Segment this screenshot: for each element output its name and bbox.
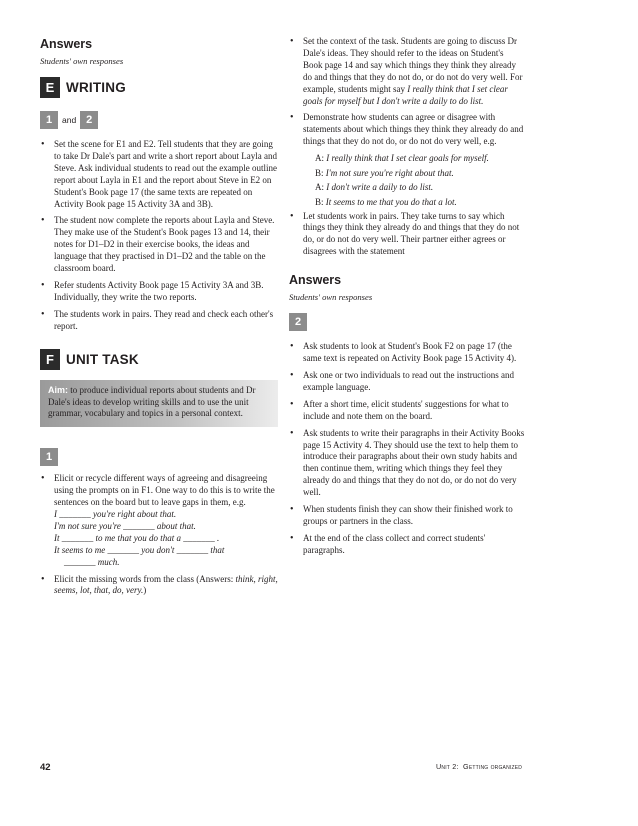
dialogue-text: I'm not sure you're right about that. <box>325 167 454 178</box>
answers-heading: Answers <box>289 273 342 288</box>
unit-title: Getting organized <box>463 762 523 771</box>
list-item: • After a short time, elicit students' suggestions for what to include and note them on the board. <box>289 399 525 423</box>
dialogue-text: It seems to me that you do that a lot. <box>325 196 457 207</box>
bullet-text: Demonstrate how students can agree or disagree with statements about which things they think they already do and things that they do not do, or do not do very well, e.g. <box>303 112 524 147</box>
speaker: A: <box>315 182 324 193</box>
section-e-title: WRITING <box>66 80 126 95</box>
example-sentence: I really think that I set clear goals for myself but I don't write a daily to do list. <box>303 83 508 106</box>
step-1-badge: 1 <box>40 448 58 466</box>
gap-line: I'm not sure you're _______ about that. <box>54 520 196 531</box>
section-f-letter: F <box>40 349 60 370</box>
dialogue-text: I don't write a daily to do list. <box>326 182 434 193</box>
writing-bullets <box>40 139 278 333</box>
dialogue-line <box>315 196 525 208</box>
running-head <box>436 762 522 771</box>
section-e-letter: E <box>40 77 60 98</box>
section-f-header <box>40 349 278 370</box>
section-f-title: UNIT TASK <box>66 351 139 367</box>
dialogue-line <box>315 167 525 179</box>
aim-text: to produce individual reports about students and Dr Dale's ideas to develop writing skills and to use the unit grammar, vocabulary and topics in a personal context. <box>48 384 256 419</box>
answers-heading: Answers <box>40 37 93 51</box>
list-item: • Ask one or two individuals to read out the instructions and example language. <box>289 370 525 394</box>
answers-subtext: Students' own responses <box>40 56 124 66</box>
unit-task-bullets <box>40 473 278 597</box>
bullet-end: ) <box>143 585 147 596</box>
speaker: B: <box>315 196 324 207</box>
step-1-badge: 1 <box>40 111 58 129</box>
aim-label: Aim: <box>48 384 68 395</box>
gap-line: I _______ you're right about that. <box>54 509 177 520</box>
speaker: A: <box>315 153 324 164</box>
list-item <box>40 473 278 568</box>
list-item: • The student now complete the reports about Layla and Steve. They make use of the Student's Book pages 13 and 14, their notes for D1–D2 in their exercise books, the ideas and language that they practised in D1–D2 and the table on the classroom board. <box>40 215 278 275</box>
gap-line: _______ much. <box>64 556 120 567</box>
page-number: 42 <box>40 762 51 773</box>
dialogue-line <box>315 152 525 164</box>
section-e-header <box>40 77 278 98</box>
context-bullets <box>289 36 525 148</box>
right-column <box>289 36 525 557</box>
list-item: • The students work in pairs. They read and check each other's report. <box>40 309 278 333</box>
dialogue-line <box>315 181 525 193</box>
step-2-badge: 2 <box>80 111 98 129</box>
list-item: • Ask students to write their paragraphs in their Activity Books page 15 Activity 4. They should use the text to help them to introduce their paragraphs about their own study habits and then continue them, writing which things they feel they already do and things that they do not do, or do not do very well. <box>289 428 525 499</box>
answers-list: think, right, seems, lot, that, do, very. <box>54 573 278 596</box>
step-2-badge: 2 <box>289 313 307 331</box>
list-item: • At the end of the class collect and correct students' paragraphs. <box>289 533 525 557</box>
step-and-text: and <box>62 115 77 126</box>
gap-line: It seems to me _______ you don't _______ that <box>54 544 225 555</box>
list-item <box>289 112 525 148</box>
list-item: • Ask students to look at Student's Book F2 on page 17 (the same text is repeated on Activity Book page 15 Activity 4). <box>289 341 525 365</box>
list-item: • Let students work in pairs. They take turns to say which things they think they already do and things that they do not do, or do not do very well. Their partner either agrees or disagrees with the statement <box>289 211 525 259</box>
step-2-marker <box>289 313 525 331</box>
list-item: • When students finish they can show their finished work to groups or partners in the class. <box>289 504 525 528</box>
dialogue-text: I really think that I set clear goals for myself. <box>326 153 489 164</box>
step-2-bullets <box>289 341 525 557</box>
bullet-text: Elicit or recycle different ways of agreeing and disagreeing using the prompts on in F1. One way to do this is to write the sentences on the board but to leave gaps in them, e.g. <box>54 473 275 508</box>
list-item <box>40 574 278 598</box>
unit-label: Unit 2: <box>436 762 459 771</box>
gap-line: It _______ to me that you do that a _______ . <box>54 532 220 543</box>
left-column <box>40 36 278 597</box>
bullet-text: Set the context of the task. Students are going to discuss Dr Dale's ideas. They should refer to the ideas on Student's Book page 14 and say which things they think they already do and things that they do not do, or do not do very well. For example, students might say <box>303 36 523 94</box>
list-item <box>289 36 525 107</box>
example-dialogue <box>289 152 525 208</box>
step-e-markers <box>40 111 278 129</box>
list-item: • Set the scene for E1 and E2. Tell students that they are going to take Dr Dale's part and write a short report about Layla and Steve. Ask individual students to read out the example outline report about Layla in E1 and the report about Steve in E2 on Student's Book page 17 (the same texts are repeated on Activity Book page 15 Activity 3A and 3B). <box>40 139 278 210</box>
aim-box <box>40 380 278 428</box>
bullet-text: Elicit the missing words from the class (Answers: <box>54 573 236 584</box>
step-f-marker <box>40 447 278 465</box>
answers-subtext: Students' own responses <box>289 292 373 303</box>
pairs-bullets <box>289 211 525 259</box>
speaker: B: <box>315 167 324 178</box>
list-item: • Refer students Activity Book page 15 Activity 3A and 3B. Individually, they write the two reports. <box>40 280 278 304</box>
